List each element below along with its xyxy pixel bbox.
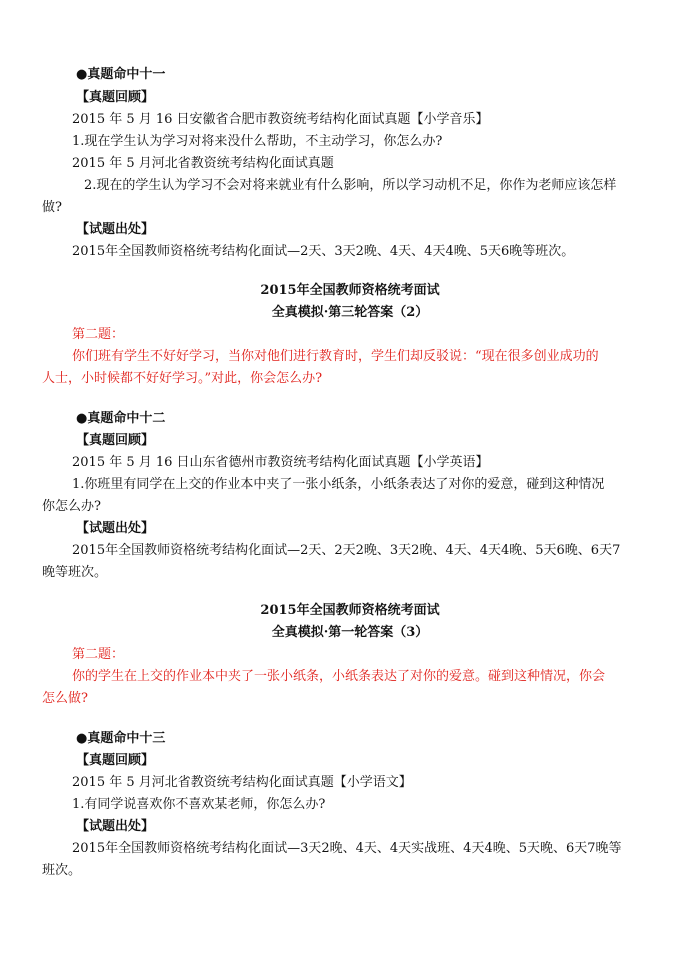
origin-text: 晚等班次。 [42, 565, 108, 580]
question-text: 你怎么办? [42, 499, 101, 514]
question-source: 2015 年 5 月河北省教资统考结构化面试真题【小学语文】 [72, 775, 412, 790]
answer-question-text: 人士，小时候都不好好学习。”对此，你会怎么办? [42, 371, 323, 386]
answer-title: 2015年全国教师资格统考面试 [260, 283, 440, 298]
answer-title: 2015年全国教师资格统考面试 [260, 603, 440, 618]
origin-label: 【试题出处】 [76, 819, 155, 834]
review-label: 【真题回顾】 [76, 433, 155, 448]
origin-text: 班次。 [42, 863, 82, 878]
origin-text: 2015年全国教师资格统考结构化面试—2天、3天2晚、4天、4天4晚、5天6晚等班次。 [72, 244, 575, 259]
origin-text: 2015年全国教师资格统考结构化面试—3天2晚、4天、4天实战班、4天4晚、5天晚、6天7晚等 [72, 841, 622, 856]
origin-text: 2015年全国教师资格统考结构化面试—2天、2天2晚、3天2晚、4天、4天4晚、5天6晚、6天7 [72, 543, 621, 558]
review-label: 【真题回顾】 [76, 90, 155, 105]
origin-label: 【试题出处】 [76, 222, 155, 237]
section-heading-12: ●真题命中十二 [76, 411, 166, 426]
answer-question-label: 第二题： [72, 327, 125, 342]
origin-label: 【试题出处】 [76, 521, 155, 536]
answer-question-text: 你的学生在上交的作业本中夹了一张小纸条，小纸条表达了对你的爱意。碰到这种情况，你会 [72, 669, 606, 684]
review-label: 【真题回顾】 [76, 753, 155, 768]
question-text: 做? [42, 200, 62, 215]
answer-question-text: 你们班有学生不好好学习，当你对他们进行教育时，学生们却反驳说：“现在很多创业成功的 [72, 349, 599, 364]
question-source: 2015 年 5 月河北省教资统考结构化面试真题 [72, 156, 334, 171]
question-text: 1.现在学生认为学习对将来没什么帮助，不主动学习，你怎么办? [72, 134, 443, 149]
answer-subtitle: 全真模拟·第一轮答案（3） [271, 625, 429, 640]
question-source: 2015 年 5 月 16 日安徽省合肥市教资统考结构化面试真题【小学音乐】 [72, 112, 489, 127]
answer-question-text: 怎么做? [42, 691, 88, 706]
section-heading-13: ●真题命中十三 [76, 731, 166, 746]
question-text: 2.现在的学生认为学习不会对将来就业有什么影响，所以学习动机不足，你作为老师应该怎样 [84, 178, 617, 193]
answer-subtitle: 全真模拟·第三轮答案（2） [271, 305, 429, 320]
question-text: 1.有同学说喜欢你不喜欢某老师，你怎么办? [72, 797, 326, 812]
question-source: 2015 年 5 月 16 日山东省德州市教资统考结构化面试真题【小学英语】 [72, 455, 489, 470]
section-heading-11: ●真题命中十一 [76, 67, 166, 82]
answer-question-label: 第二题： [72, 647, 125, 662]
question-text: 1.你班里有同学在上交的作业本中夹了一张小纸条，小纸条表达了对你的爱意，碰到这种情况 [72, 477, 605, 492]
